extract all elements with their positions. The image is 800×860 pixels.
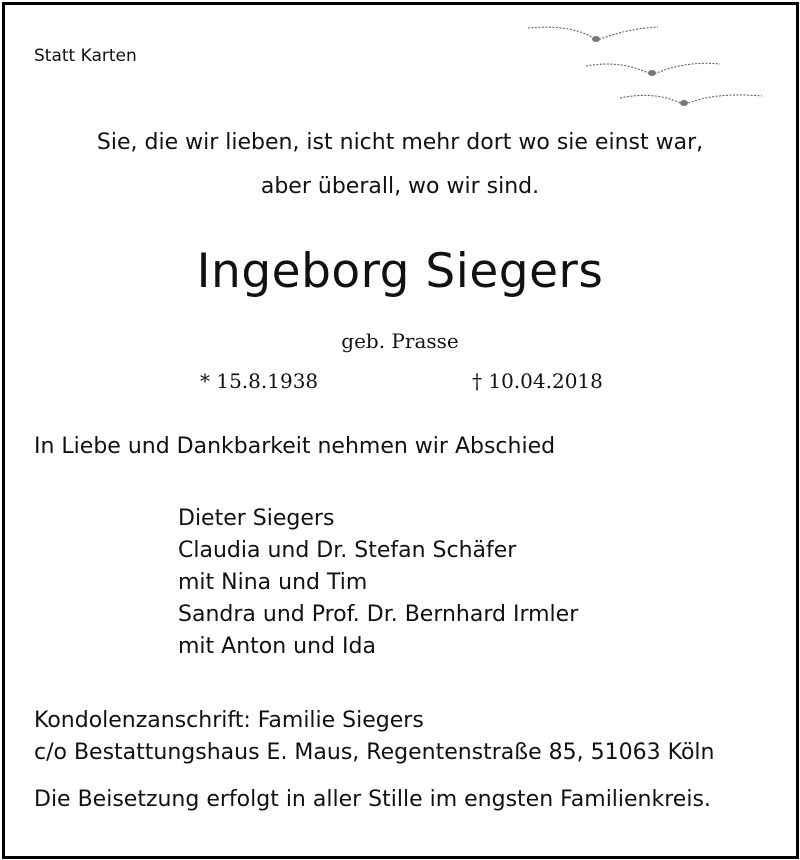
burial-notice: Die Beisetzung erfolgt in aller Stille im engsten Familienkreis. [34,787,711,812]
deceased-name: Ingeborg Siegers [196,244,604,299]
quote-line-1: Sie, die wir lieben, ist nicht mehr dort wo sie einst war, [96,130,704,155]
condolence-address-line-1: Kondolenzanschrift: Familie Siegers [34,708,424,733]
farewell-line: In Liebe und Dankbarkeit nehmen wir Abschied [34,434,556,459]
maiden-name: geb. Prasse [341,329,459,353]
mourner-line: Sandra und Prof. Dr. Bernhard Irmler [178,602,579,627]
mourner-line: Claudia und Dr. Stefan Schäfer [178,538,517,563]
mourners-list [178,503,578,663]
condolence-address-line-2: c/o Bestattungshaus E. Maus, Regentenstraße 85, 51063 Köln [34,740,715,765]
quote-line-2: aber überall, wo wir sind. [260,174,540,199]
seagulls-icon [528,22,764,108]
mourner-line: mit Nina und Tim [178,570,368,595]
condolence-address [34,705,714,769]
birth-date: * 15.8.1938 [200,369,319,393]
death-date: † 10.04.2018 [472,369,603,393]
mourner-line: Dieter Siegers [178,506,335,531]
statt-karten-note: Statt Karten [34,46,137,66]
mourner-line: mit Anton und Ida [178,634,376,659]
